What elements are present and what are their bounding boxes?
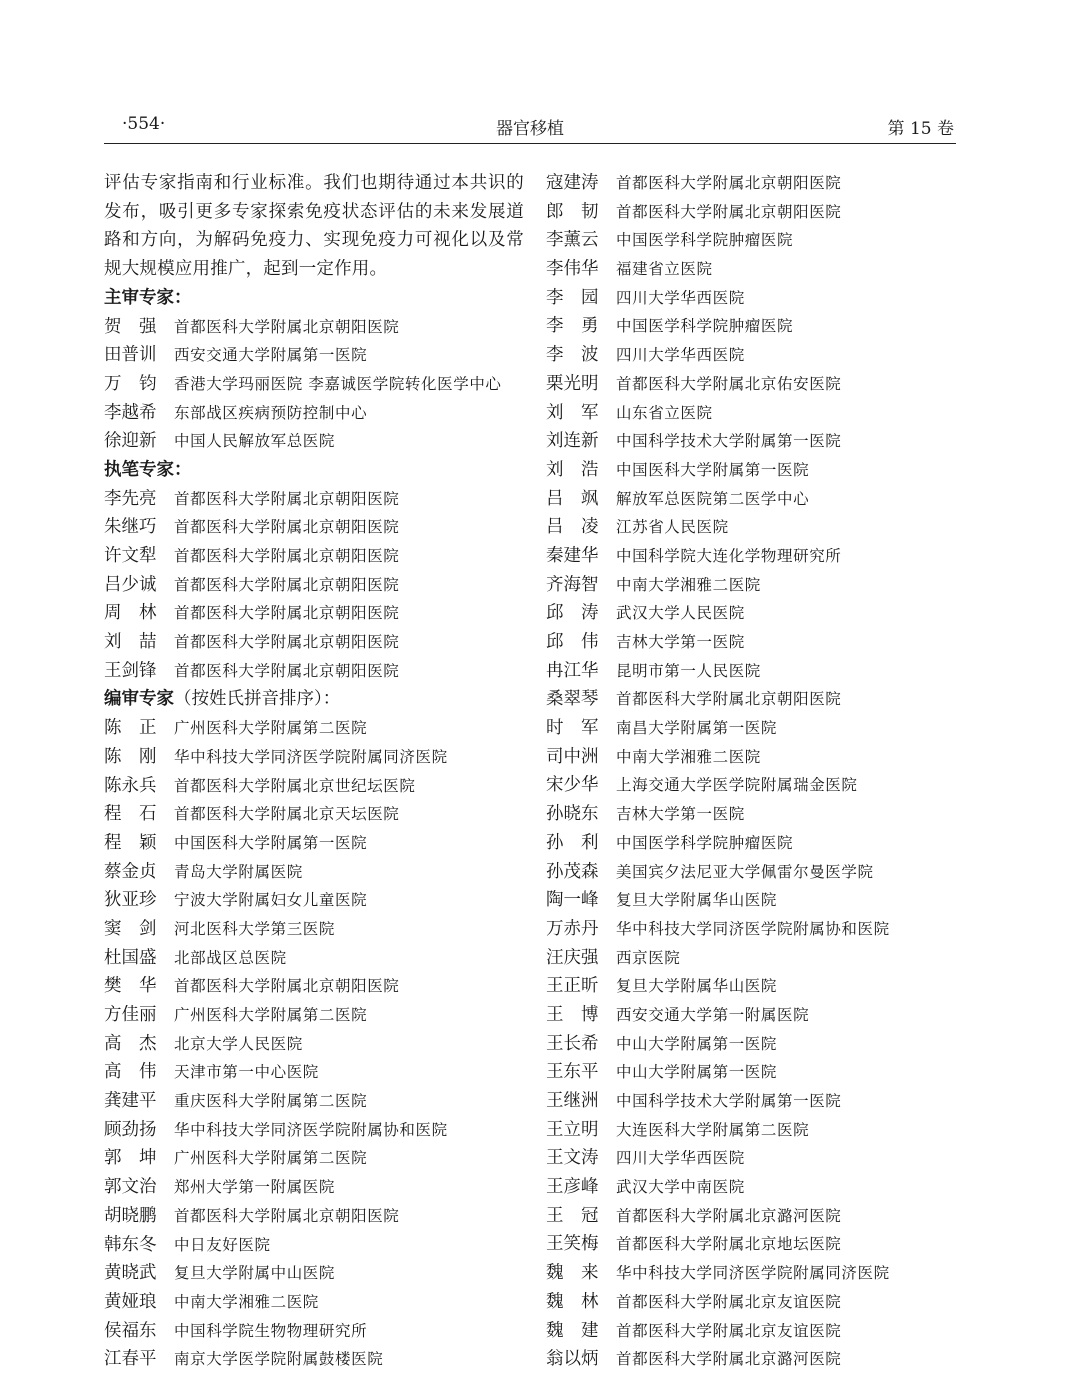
- member-affiliation: 西安交通大学附属第一医院: [174, 346, 368, 365]
- member-affiliation: 中日友好医院: [174, 1235, 271, 1254]
- member-affiliation: 华中科技大学同济医学院附属同济医院: [174, 747, 448, 766]
- member-name: 李 园: [546, 287, 599, 308]
- member-affiliation: 南京大学医学院附属鼓楼医院: [174, 1350, 384, 1369]
- member-name: 王剑锋: [104, 660, 157, 681]
- member-row: [546, 1202, 966, 1231]
- member-row: [104, 427, 524, 456]
- editors-list-right: [546, 169, 966, 1374]
- member-name: 王东平: [546, 1062, 599, 1083]
- member-row: [546, 341, 966, 370]
- member-row: [104, 1144, 524, 1173]
- member-name: 郭 坤: [104, 1148, 157, 1169]
- member-name: 秦建华: [546, 545, 599, 566]
- member-name: 朱继巧: [104, 517, 157, 538]
- member-affiliation: 首都医科大学附属北京朝阳医院: [174, 661, 400, 680]
- member-affiliation: 首都医科大学附属北京地坛医院: [616, 1235, 842, 1254]
- left-column: [104, 169, 524, 1374]
- member-row: [546, 370, 966, 399]
- member-row: [546, 1173, 966, 1202]
- member-affiliation: 首都医科大学附属北京朝阳医院: [174, 317, 400, 336]
- member-row: [104, 800, 524, 829]
- member-name: 狄亚珍: [104, 890, 157, 911]
- member-affiliation: 首都医科大学附属北京友谊医院: [616, 1321, 842, 1340]
- member-name: 王立明: [546, 1119, 599, 1140]
- member-name: 孙茂森: [546, 861, 599, 882]
- member-name: 王长希: [546, 1033, 599, 1054]
- member-row: [546, 829, 966, 858]
- member-row: [546, 1030, 966, 1059]
- member-name: 蔡金贞: [104, 861, 157, 882]
- member-name: 刘 浩: [546, 459, 599, 480]
- member-name: 高 杰: [104, 1033, 157, 1054]
- member-name: 刘 喆: [104, 632, 157, 653]
- member-affiliation: 首都医科大学附属北京佑安医院: [616, 374, 842, 393]
- member-row: [104, 1259, 524, 1288]
- member-row: [104, 1345, 524, 1374]
- member-row: [546, 399, 966, 428]
- member-name: 方佳丽: [104, 1005, 157, 1026]
- member-name: 孙晓东: [546, 804, 599, 825]
- member-name: 韩东冬: [104, 1234, 157, 1255]
- member-row: [104, 485, 524, 514]
- member-name: 吕 飒: [546, 488, 599, 509]
- header-divider: [104, 143, 956, 144]
- member-name: 江春平: [104, 1349, 157, 1370]
- member-row: [104, 1001, 524, 1030]
- member-affiliation: 首都医科大学附属北京朝阳医院: [174, 575, 400, 594]
- member-affiliation: 中国科学技术大学附属第一医院: [616, 432, 842, 451]
- member-name: 许文犁: [104, 546, 157, 567]
- member-row: [546, 1001, 966, 1030]
- member-row: [546, 1288, 966, 1317]
- member-name: 冉江华: [546, 660, 599, 681]
- member-affiliation: 首都医科大学附属北京友谊医院: [616, 1292, 842, 1311]
- member-name: 龚建平: [104, 1091, 157, 1112]
- member-affiliation: 宁波大学附属妇女儿童医院: [174, 891, 368, 910]
- member-affiliation: 复旦大学附属华山医院: [616, 891, 778, 910]
- member-affiliation: 中国医学科学院肿瘤医院: [616, 833, 794, 852]
- member-row: [546, 599, 966, 628]
- member-row: [546, 685, 966, 714]
- member-affiliation: 四川大学华西医院: [616, 1149, 745, 1168]
- member-row: [104, 542, 524, 571]
- member-name: 杜国盛: [104, 947, 157, 968]
- member-name: 程 石: [104, 804, 157, 825]
- member-affiliation: 中国人民解放军总医院: [174, 432, 336, 451]
- journal-title: 器官移植: [496, 119, 564, 139]
- member-row: [546, 427, 966, 456]
- member-name: 黄晓武: [104, 1263, 157, 1284]
- member-row: [546, 944, 966, 973]
- member-row: [546, 226, 966, 255]
- member-affiliation: 中山大学附属第一医院: [616, 1034, 778, 1053]
- member-name: 陶一峰: [546, 890, 599, 911]
- member-row: [546, 198, 966, 227]
- member-affiliation: 福建省立医院: [616, 260, 713, 279]
- member-row: [546, 485, 966, 514]
- volume-label: 第 15 卷: [887, 119, 954, 139]
- member-affiliation: 武汉大学人民医院: [616, 604, 745, 623]
- member-affiliation: 郑州大学第一附属医院: [174, 1178, 336, 1197]
- member-affiliation: 吉林大学第一医院: [616, 633, 745, 651]
- member-row: [546, 771, 966, 800]
- member-row: [546, 915, 966, 944]
- member-row: [546, 743, 966, 772]
- member-affiliation: 中南大学湘雅二医院: [616, 575, 761, 594]
- member-name: 李 波: [546, 345, 599, 366]
- member-affiliation: 首都医科大学附属北京朝阳医院: [174, 977, 400, 996]
- member-affiliation: 首都医科大学附属北京朝阳医院: [616, 174, 842, 192]
- member-name: 司中洲: [546, 746, 599, 767]
- member-affiliation: 首都医科大学附属北京世纪坛医院: [174, 776, 416, 795]
- member-affiliation: 广州医科大学附属第二医院: [174, 1149, 368, 1168]
- member-name: 翁以炳: [546, 1349, 599, 1370]
- member-affiliation: 复旦大学附属中山医院: [174, 1264, 336, 1283]
- member-row: [104, 599, 524, 628]
- member-name: 侯福东: [104, 1320, 157, 1341]
- member-row: [104, 370, 524, 399]
- member-affiliation: 昆明市第一人民医院: [616, 661, 761, 680]
- member-row: [104, 657, 524, 686]
- member-row: [546, 312, 966, 341]
- member-row: [104, 1317, 524, 1346]
- member-name: 顾劲扬: [104, 1119, 157, 1140]
- member-name: 孙 利: [546, 832, 599, 853]
- member-row: [104, 743, 524, 772]
- member-name: 王 博: [546, 1004, 599, 1025]
- member-row: [104, 1087, 524, 1116]
- member-affiliation: 江苏省人民医院: [616, 518, 729, 537]
- member-row: [546, 972, 966, 1001]
- member-affiliation: 香港大学玛丽医院 李嘉诚医学院转化医学中心: [174, 374, 502, 393]
- member-affiliation: 山东省立医院: [616, 403, 713, 422]
- member-row: [104, 1030, 524, 1059]
- member-row: [546, 284, 966, 313]
- member-row: [104, 1288, 524, 1317]
- member-row: [104, 829, 524, 858]
- member-row: [546, 456, 966, 485]
- member-affiliation: 中国科学院大连化学物理研究所: [616, 546, 842, 565]
- member-affiliation: 中国科学院生物物理研究所: [174, 1321, 368, 1340]
- member-row: [104, 513, 524, 542]
- member-affiliation: 武汉大学中南医院: [616, 1178, 745, 1197]
- member-row: [546, 513, 966, 542]
- member-name: 时 军: [546, 718, 599, 739]
- member-row: [104, 1173, 524, 1202]
- member-row: [546, 886, 966, 915]
- member-name: 万 钧: [104, 373, 157, 394]
- member-affiliation: 首都医科大学附属北京朝阳医院: [174, 489, 400, 508]
- member-row: [546, 657, 966, 686]
- member-row: [104, 1058, 524, 1087]
- member-name: 栗光明: [546, 373, 599, 394]
- member-name: 陈 正: [104, 718, 157, 739]
- member-affiliation: 华中科技大学同济医学院附属同济医院: [616, 1264, 890, 1283]
- member-name: 郭文治: [104, 1177, 157, 1198]
- member-row: [546, 1317, 966, 1346]
- member-name: 王彦峰: [546, 1177, 599, 1198]
- member-row: [546, 1259, 966, 1288]
- writers-list: [104, 485, 524, 686]
- member-affiliation: 广州医科大学附属第二医院: [174, 1006, 368, 1025]
- member-name: 黄娅琅: [104, 1291, 157, 1312]
- editors-heading: [104, 685, 524, 714]
- member-name: 李伟华: [546, 259, 599, 280]
- member-affiliation: 首都医科大学附属北京朝阳医院: [174, 518, 400, 537]
- member-affiliation: 吉林大学第一医院: [616, 805, 745, 824]
- member-name: 周 林: [104, 603, 157, 624]
- member-affiliation: 河北医科大学第三医院: [174, 919, 336, 938]
- member-affiliation: 上海交通大学医学院附属瑞金医院: [616, 776, 858, 795]
- member-affiliation: 华中科技大学同济医学院附属协和医院: [616, 919, 890, 938]
- member-row: [546, 571, 966, 600]
- member-row: [546, 714, 966, 743]
- intro-paragraph-line: 评估专家指南和行业标准。我们也期待通过本共识的: [104, 173, 524, 193]
- member-row: [104, 399, 524, 428]
- member-name: 王继洲: [546, 1091, 599, 1111]
- member-name: 刘连新: [546, 431, 599, 452]
- member-affiliation: 南昌大学附属第一医院: [616, 719, 778, 738]
- member-name: 桑翠琴: [546, 689, 599, 710]
- member-name: 魏 来: [546, 1263, 599, 1284]
- chief-reviewers-list: [104, 313, 524, 456]
- member-row: [104, 972, 524, 1001]
- member-affiliation: 中国医科大学附属第一医院: [616, 460, 810, 479]
- member-affiliation: 首都医科大学附属北京朝阳医院: [616, 202, 842, 221]
- member-affiliation: 中国医科大学附属第一医院: [174, 833, 368, 852]
- member-name: 李薰云: [546, 230, 599, 251]
- member-name: 吕少诚: [104, 574, 157, 595]
- member-affiliation: 青岛大学附属医院: [174, 862, 303, 881]
- member-name: 程 颖: [104, 832, 157, 853]
- member-row: [546, 1116, 966, 1145]
- member-affiliation: 北部战区总医院: [174, 948, 287, 967]
- member-name: 郎 韧: [546, 201, 599, 222]
- member-row: [104, 886, 524, 915]
- member-affiliation: 首都医科大学附属北京朝阳医院: [174, 1206, 400, 1225]
- member-name: 宋少华: [546, 775, 599, 796]
- member-row: [546, 1058, 966, 1087]
- member-name: 贺 强: [104, 316, 157, 337]
- member-affiliation: 美国宾夕法尼亚大学佩雷尔曼医学院: [616, 862, 874, 881]
- member-row: [546, 169, 966, 198]
- member-name: 李 勇: [546, 316, 599, 337]
- member-name: 王文涛: [546, 1148, 599, 1169]
- member-affiliation: 中南大学湘雅二医院: [174, 1292, 319, 1311]
- member-name: 陈永兵: [104, 775, 157, 796]
- member-affiliation: 西京医院: [616, 948, 681, 967]
- editors-heading-note: （按姓氏拼音排序）：: [174, 689, 341, 710]
- member-name: 邱 涛: [546, 603, 599, 624]
- chief-reviewers-heading: 主审专家：: [104, 287, 192, 308]
- member-name: 胡晓鹏: [104, 1205, 157, 1226]
- member-affiliation: 解放军总医院第二医学中心: [616, 489, 810, 508]
- member-row: [104, 772, 524, 801]
- member-name: 吕 凌: [546, 517, 599, 538]
- intro-paragraph-line: 规大规模应用推广，起到一定作用。: [104, 259, 388, 280]
- member-affiliation: 首都医科大学附属北京天坛医院: [174, 805, 400, 824]
- member-name: 寇建涛: [546, 173, 599, 193]
- member-name: 王 冠: [546, 1205, 599, 1226]
- member-name: 齐海智: [546, 574, 599, 595]
- member-affiliation: 中国医学科学院肿瘤医院: [616, 317, 794, 336]
- member-name: 王笑梅: [546, 1234, 599, 1255]
- member-name: 窦 剑: [104, 918, 157, 939]
- member-row: [546, 542, 966, 571]
- writers-heading: 执笔专家：: [104, 459, 192, 480]
- member-row: [104, 944, 524, 973]
- member-affiliation: 复旦大学附属华山医院: [616, 977, 778, 996]
- member-affiliation: 中国科学技术大学附属第一医院: [616, 1092, 842, 1110]
- member-name: 汪庆强: [546, 947, 599, 968]
- member-row: [546, 1087, 966, 1116]
- member-name: 魏 林: [546, 1291, 599, 1312]
- member-row: [546, 1144, 966, 1173]
- page-number: ·554·: [122, 114, 166, 134]
- member-name: 魏 建: [546, 1320, 599, 1341]
- member-affiliation: 首都医科大学附属北京朝阳医院: [174, 547, 400, 566]
- member-affiliation: 中国医学科学院肿瘤医院: [616, 231, 794, 250]
- member-name: 田普训: [104, 345, 157, 366]
- member-row: [104, 1202, 524, 1231]
- intro-paragraph-line: 发布，吸引更多专家探索免疫状态评估的未来发展道: [104, 201, 524, 222]
- member-name: 李越希: [104, 402, 157, 423]
- member-row: [546, 628, 966, 657]
- member-name: 高 伟: [104, 1062, 157, 1083]
- member-row: [104, 341, 524, 370]
- member-affiliation: 华中科技大学同济医学院附属协和医院: [174, 1120, 448, 1139]
- member-name: 刘 军: [546, 402, 599, 423]
- member-affiliation: 中南大学湘雅二医院: [616, 747, 761, 766]
- member-name: 陈 刚: [104, 746, 157, 767]
- member-affiliation: 广州医科大学附属第二医院: [174, 719, 368, 738]
- member-row: [546, 1230, 966, 1259]
- member-row: [104, 1116, 524, 1145]
- editors-heading-title: 编审专家: [104, 689, 174, 710]
- member-affiliation: 大连医科大学附属第二医院: [616, 1120, 810, 1139]
- intro-paragraph-line: 路和方向，为解码免疫力、实现免疫力可视化以及常: [104, 230, 524, 251]
- member-affiliation: 首都医科大学附属北京朝阳医院: [616, 690, 842, 709]
- member-row: [546, 858, 966, 887]
- member-affiliation: 四川大学华西医院: [616, 346, 745, 365]
- right-column: [546, 169, 966, 1374]
- member-affiliation: 首都医科大学附属北京朝阳医院: [174, 604, 400, 623]
- member-affiliation: 东部战区疾病预防控制中心: [174, 403, 368, 422]
- member-name: 王正昕: [546, 976, 599, 997]
- member-row: [104, 313, 524, 342]
- member-affiliation: 中山大学附属第一医院: [616, 1063, 778, 1082]
- member-row: [104, 628, 524, 657]
- member-row: [104, 1231, 524, 1260]
- member-row: [546, 255, 966, 284]
- member-name: 徐迎新: [104, 431, 157, 452]
- member-name: 李先亮: [104, 488, 157, 509]
- member-row: [104, 915, 524, 944]
- member-affiliation: 北京大学人民医院: [174, 1034, 303, 1053]
- member-row: [104, 714, 524, 743]
- member-row: [546, 800, 966, 829]
- member-affiliation: 重庆医科大学附属第二医院: [174, 1092, 368, 1111]
- member-row: [104, 571, 524, 600]
- member-name: 樊 华: [104, 976, 157, 997]
- member-affiliation: 首都医科大学附属北京潞河医院: [616, 1206, 842, 1225]
- member-affiliation: 首都医科大学附属北京朝阳医院: [174, 633, 400, 652]
- member-affiliation: 西安交通大学第一附属医院: [616, 1005, 810, 1024]
- member-name: 邱 伟: [546, 632, 599, 652]
- member-row: [546, 1345, 966, 1374]
- page-header: [104, 112, 956, 142]
- member-name: 万赤丹: [546, 918, 599, 939]
- editors-list-left: [104, 714, 524, 1374]
- member-affiliation: 四川大学华西医院: [616, 288, 745, 307]
- member-affiliation: 天津市第一中心医院: [174, 1063, 319, 1082]
- member-affiliation: 首都医科大学附属北京潞河医院: [616, 1350, 842, 1369]
- member-row: [104, 858, 524, 887]
